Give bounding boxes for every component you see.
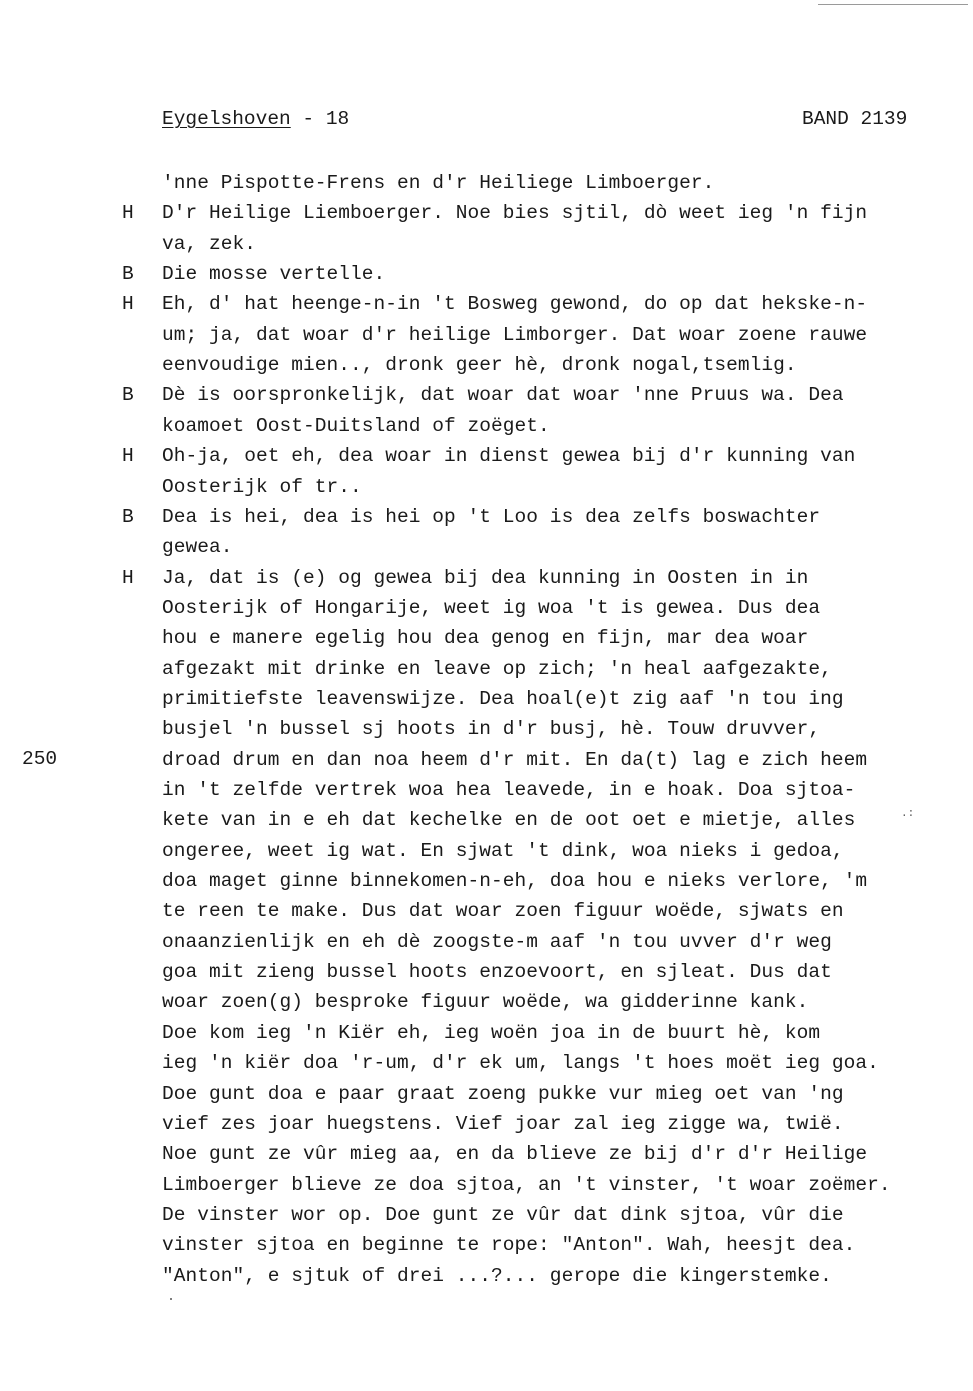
transcript-line bbox=[0, 1048, 973, 1078]
transcript-line bbox=[0, 198, 973, 228]
transcript-text: 'nne Pispotte-Frens en d'r Heiliege Limboerger. bbox=[162, 172, 715, 194]
transcript-text: busjel 'n bussel sj hoots in d'r busj, hè. Touw druvver, bbox=[162, 718, 821, 741]
transcript-text: Oosterijk of tr.. bbox=[162, 475, 362, 498]
transcript-line bbox=[0, 745, 973, 775]
transcript-line bbox=[0, 957, 973, 987]
transcript-line bbox=[0, 1079, 973, 1109]
transcript-line bbox=[0, 836, 973, 866]
transcript-text: woar zoen(g) besproke figuur woëde, wa gidderinne kank. bbox=[162, 991, 809, 1014]
transcript-line bbox=[0, 714, 973, 744]
transcript-line bbox=[0, 593, 973, 623]
transcript-line bbox=[0, 654, 973, 684]
transcript-text: gewea. bbox=[162, 536, 233, 559]
transcript-text: Ja, dat is (e) og gewea bij dea kunning in Oosten in in bbox=[162, 566, 809, 589]
transcript-text: D'r Heilige Liemboerger. Noe bies sjtil, dò weet ieg 'n fijn bbox=[162, 202, 868, 225]
transcript-line bbox=[0, 320, 973, 350]
transcript-text: Eh, d' hat heenge-n-in 't Bosweg gewond, do op dat hekske-n- bbox=[162, 293, 868, 316]
transcript-line bbox=[0, 775, 973, 805]
transcript-text: "Anton", e sjtuk of drei ...?... gerope die kingerstemke. bbox=[162, 1264, 832, 1287]
margin-specks: .: bbox=[901, 808, 915, 820]
transcript-line bbox=[0, 502, 973, 532]
transcript-line bbox=[0, 350, 973, 380]
transcript-text: afgezakt mit drinke en leave op zich; 'n heal aafgezakte, bbox=[162, 657, 832, 680]
transcript-line bbox=[0, 1109, 973, 1139]
top-edge-rule bbox=[818, 4, 968, 5]
header-band-number: BAND 2139 bbox=[802, 108, 908, 130]
transcript-text: Oosterijk of Hongarije, weet ig woa 't is gewea. Dus dea bbox=[162, 596, 821, 619]
transcript-line bbox=[0, 380, 973, 410]
transcript-line bbox=[0, 1200, 973, 1230]
transcript-text: primitiefste leavenswijze. Dea hoal(e)t zig aaf 'n tou ing bbox=[162, 687, 844, 710]
header-page-number: - 18 bbox=[290, 108, 350, 130]
transcript-text: in 't zelfde vertrek woa hea leavede, in e hoak. Doa sjtoa- bbox=[162, 779, 856, 801]
transcript-line bbox=[0, 289, 973, 319]
transcript-text: Die mosse vertelle. bbox=[162, 263, 386, 286]
transcript-text: goa mit zieng bussel hoots enzoevoort, en sjleat. Dus dat bbox=[162, 961, 832, 984]
transcript-line bbox=[0, 1170, 973, 1200]
transcript-text: Dè is oorspronkelijk, dat woar dat woar 'nne Pruus wa. Dea bbox=[162, 384, 844, 407]
transcript-line bbox=[0, 441, 973, 471]
transcript-line bbox=[0, 532, 973, 562]
transcript-line bbox=[0, 896, 973, 926]
speaker-label: H bbox=[122, 566, 134, 589]
transcript-line bbox=[0, 472, 973, 502]
transcript-line bbox=[0, 987, 973, 1017]
page-speck bbox=[170, 1298, 172, 1300]
transcript-line bbox=[0, 1230, 973, 1260]
transcript-line bbox=[0, 563, 973, 593]
speaker-label: H bbox=[122, 202, 134, 225]
transcript-text: Doe kom ieg 'n Kiër eh, ieg woën joa in de buurt hè, kom bbox=[162, 1021, 821, 1044]
transcript-line bbox=[0, 1018, 973, 1048]
transcript-text: ieg 'n kiër doa 'r-um, d'r ek um, langs 't hoes moët ieg goa. bbox=[162, 1052, 879, 1075]
transcript-line bbox=[0, 168, 973, 198]
margin-line-number: 250 bbox=[22, 748, 58, 770]
transcript-text: vief zes joar huegstens. Vief joar zal ieg zigge wa, twië. bbox=[162, 1112, 844, 1135]
transcript-line bbox=[0, 1139, 973, 1169]
transcript-text: Oh-ja, oet eh, dea woar in dienst gewea bij d'r kunning van bbox=[162, 445, 856, 468]
transcript-line bbox=[0, 623, 973, 653]
transcript-text: eenvoudige mien.., dronk geer hè, dronk nogal,tsemlig. bbox=[162, 354, 797, 377]
speaker-label: H bbox=[122, 445, 134, 468]
transcript-text: vinster sjtoa en beginne te rope: "Anton". Wah, heesjt dea. bbox=[162, 1234, 856, 1257]
transcript-line bbox=[0, 259, 973, 289]
header-place-name: Eygelshoven bbox=[162, 108, 291, 130]
transcript-text: onaanzienlijk en eh dè zoogste-m aaf 'n tou uvver d'r weg bbox=[162, 930, 832, 953]
speaker-label: B bbox=[122, 263, 134, 286]
page-header-left bbox=[162, 108, 349, 130]
transcript-text: droad drum en dan noa heem d'r mit. En da(t) lag e zich heem bbox=[162, 748, 868, 771]
transcript-text: Limboerger blieve ze doa sjtoa, an 't vinster, 't woar zoëmer. bbox=[162, 1173, 891, 1196]
transcript-line bbox=[0, 1261, 973, 1291]
speaker-label: B bbox=[122, 384, 134, 407]
transcript-line bbox=[0, 927, 973, 957]
transcript-text: koamoet Oost-Duitsland of zoëget. bbox=[162, 414, 550, 437]
transcript-text: doa maget ginne binnekomen-n-eh, doa hou e nieks verlore, 'm bbox=[162, 870, 868, 893]
speaker-label: H bbox=[122, 293, 134, 316]
transcript-line bbox=[0, 684, 973, 714]
transcript-line bbox=[0, 805, 973, 835]
transcript-text: te reen te make. Dus dat woar zoen figuur woëde, sjwats en bbox=[162, 900, 844, 923]
transcript-line bbox=[0, 229, 973, 259]
transcript-line bbox=[0, 411, 973, 441]
transcript-text: hou e manere egelig hou dea genog en fijn, mar dea woar bbox=[162, 627, 809, 650]
transcript-text: um; ja, dat woar d'r heilige Limborger. Dat woar zoene rauwe bbox=[162, 323, 868, 346]
transcript-text: kete van in e eh dat kechelke en de oot oet e mietje, alles bbox=[162, 809, 856, 832]
transcript-text: Dea is hei, dea is hei op 't Loo is dea zelfs boswachter bbox=[162, 505, 821, 528]
transcript-text: va, zek. bbox=[162, 232, 257, 255]
transcript-line bbox=[0, 866, 973, 896]
speaker-label: B bbox=[122, 505, 134, 528]
transcript-text: Noe gunt ze vûr mieg aa, en da blieve ze bij d'r d'r Heilige bbox=[162, 1143, 868, 1166]
transcript-text: De vinster wor op. Doe gunt ze vûr dat dink sjtoa, vûr die bbox=[162, 1203, 844, 1226]
transcript-text: Doe gunt doa e paar graat zoeng pukke vur mieg oet van 'ng bbox=[162, 1082, 844, 1105]
transcript-text: ongeree, weet ig wat. En sjwat 't dink, woa nieks i gedoa, bbox=[162, 839, 844, 862]
